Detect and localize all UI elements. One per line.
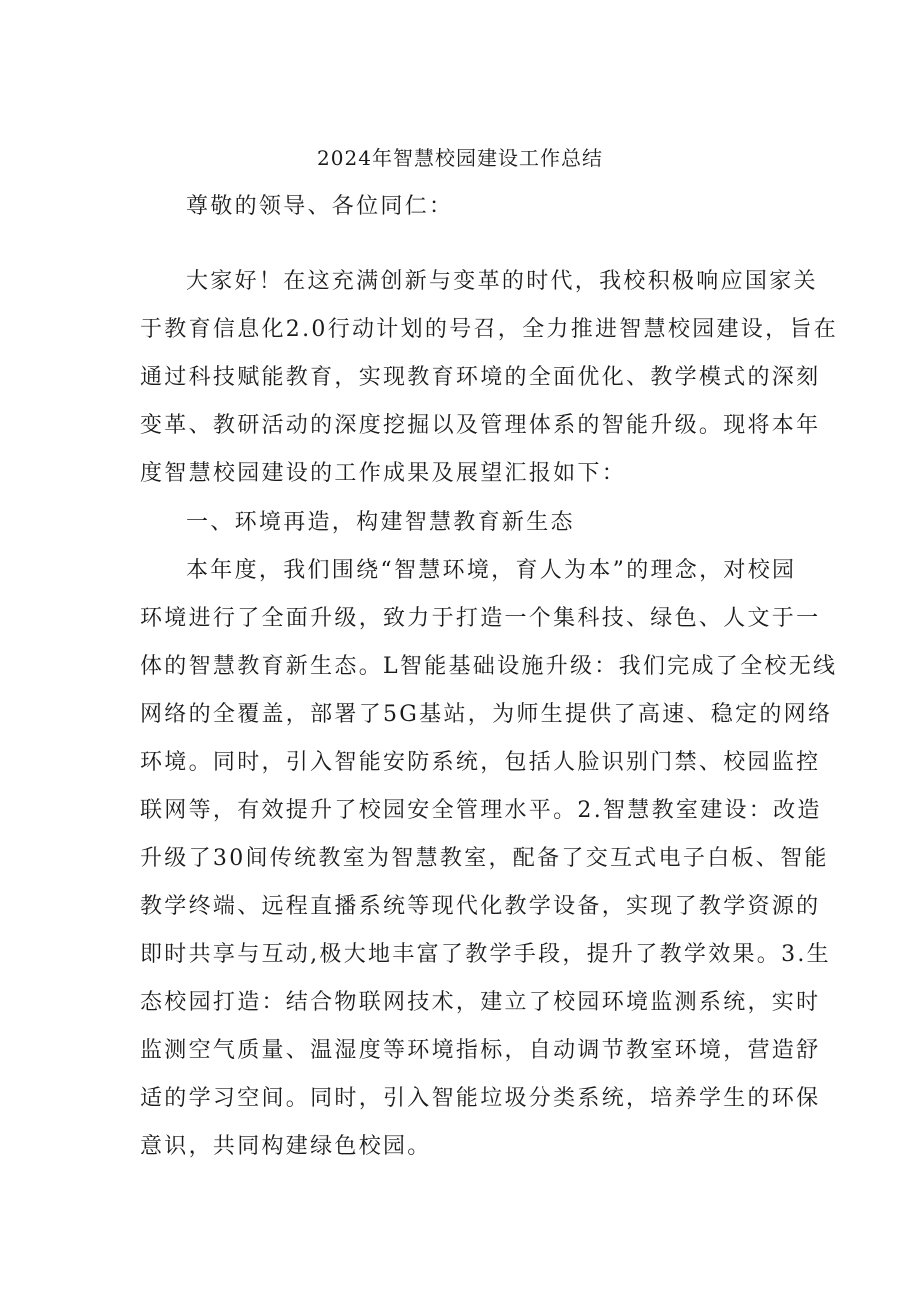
paragraph-line: 联网等，有效提升了校园安全管理水平。2.智慧教室建设：改造 (140, 798, 822, 823)
paragraph-line: 态校园打造：结合物联网技术，建立了校园环境监测系统，实时 (140, 990, 821, 1015)
paragraph-line: 本年度，我们围绕“智慧环境，育人为本”的理念，对校园 (186, 558, 797, 583)
paragraph-line: 大家好！在这充满创新与变革的时代，我校积极响应国家关 (186, 269, 818, 294)
section-heading: 一、环境再造，构建智慧教育新生态 (186, 510, 575, 535)
paragraph-line: 环境进行了全面升级，致力于打造一个集科技、绿色、人文于一 (140, 606, 821, 631)
paragraph-line: 监测空气质量、温湿度等环境指标，自动调节教室环境，营造舒 (140, 1038, 821, 1063)
salutation: 尊敬的领导、各位同仁： (186, 194, 454, 219)
paragraph-line: 变革、教研活动的深度挖掘以及管理体系的智能升级。现将本年 (140, 413, 821, 438)
paragraph-line: 环境。同时，引入智能安防系统，包括人脸识别门禁、校园监控 (140, 750, 821, 775)
paragraph-line: 意识，共同构建绿色校园。 (140, 1134, 432, 1159)
paragraph-line: 适的学习空间。同时，引入智能垃圾分类系统，培养学生的环保 (140, 1086, 821, 1111)
paragraph-line: 即时共享与互动,极大地丰富了教学手段，提升了教学效果。3.生 (140, 942, 831, 967)
paragraph-line: 网络的全覆盖，部署了5G基站，为师生提供了高速、稳定的网络 (140, 702, 833, 727)
paragraph-line: 升级了30间传统教室为智慧教室，配备了交互式电子白板、智能 (140, 846, 829, 871)
document-title: 2024年智慧校园建设工作总结 (317, 146, 603, 170)
paragraph-line: 度智慧校园建设的工作成果及展望汇报如下： (140, 461, 627, 486)
paragraph-line: 教学终端、远程直播系统等现代化教学设备，实现了教学资源的 (140, 894, 821, 919)
paragraph-line: 于教育信息化2.0行动计划的号召，全力推进智慧校园建设，旨在 (140, 317, 838, 342)
paragraph-line: 通过科技赋能教育，实现教育环境的全面优化、教学模式的深刻 (140, 365, 821, 390)
paragraph-line: 体的智慧教育新生态。L智能基础设施升级：我们完成了全校无线 (140, 654, 838, 679)
